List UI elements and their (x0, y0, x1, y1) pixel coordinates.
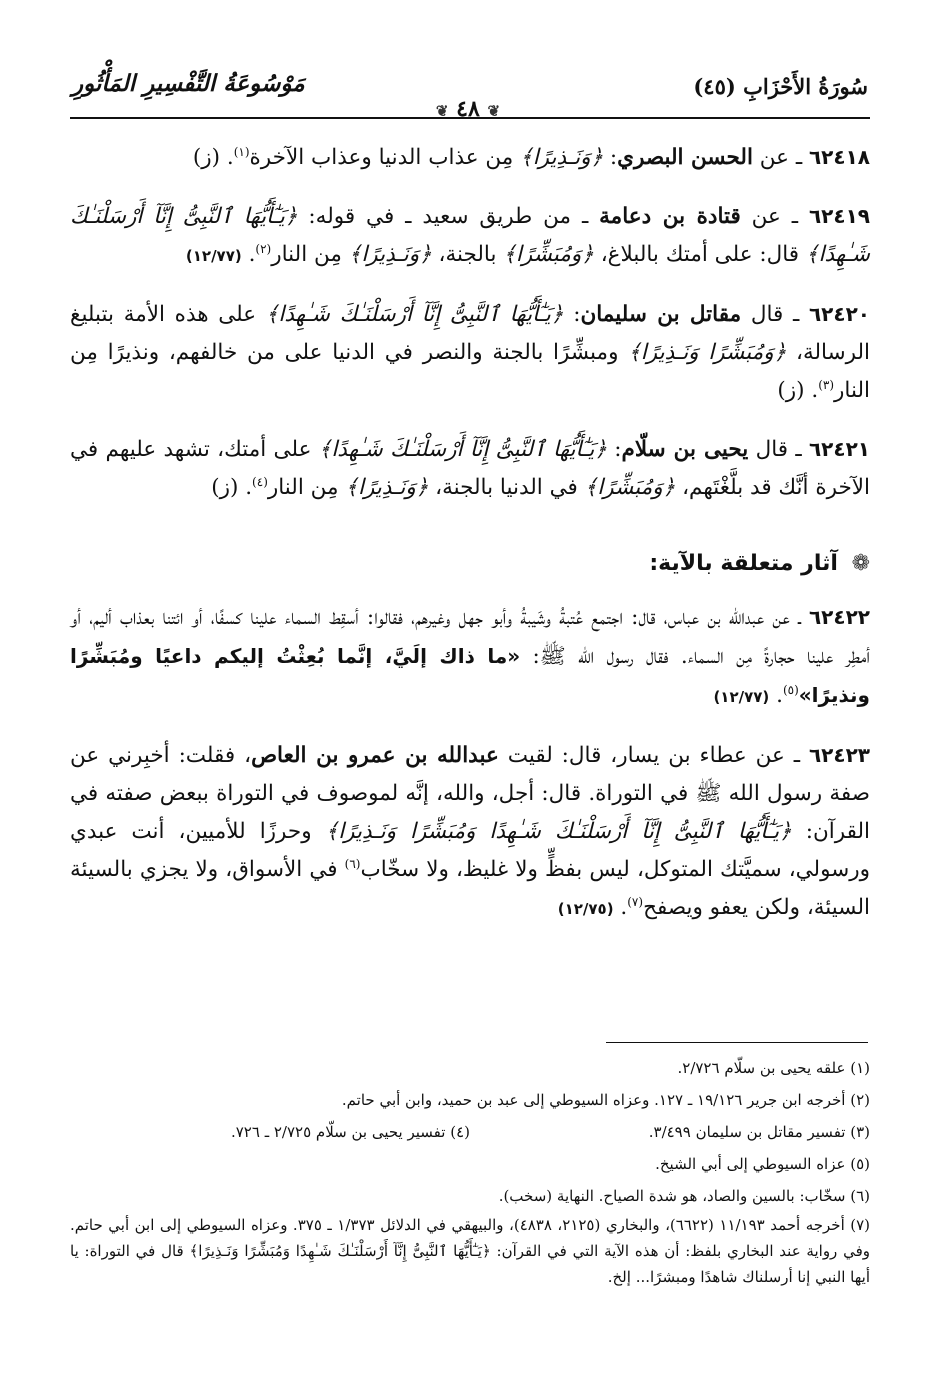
footnote-3: (٣) تفسير مقاتل بن سليمان ٣/٤٩٩. (648, 1123, 870, 1141)
athar-paragraph (70, 295, 870, 410)
footnote-5: (٥) عزاه السيوطي إلى أبي الشيخ. (655, 1155, 870, 1173)
footnote-marker[interactable]: (٣) (818, 377, 835, 392)
footnotes (70, 1052, 870, 1290)
athar-number: ٦٢٤١٨ (808, 145, 870, 169)
quran-quote: ﴿وَنَـذِيرًا﴾ (520, 145, 604, 170)
athar-text: مِن عذاب الدنيا وعذاب الآخرة (249, 145, 521, 170)
athar-text: في الدنيا بالجنة، (428, 475, 585, 500)
footnote-marker[interactable]: (٢) (255, 241, 272, 256)
narrator-name: عبدالله بن عمرو بن العاص (251, 743, 499, 768)
athar-text: . (613, 895, 628, 920)
athar-text: مِن النار (267, 475, 346, 500)
athar-text: ـ عن (740, 204, 809, 229)
athar-paragraph (70, 197, 870, 275)
athar-paragraph (70, 598, 870, 716)
surah-header: سُورَةُ الأَحْزَابِ (٤٥) (693, 74, 868, 99)
volume-reference: (١٢/٧٧) (713, 688, 770, 706)
footnote-row-3-4 (70, 1116, 870, 1148)
footnote-marker[interactable]: (١) (233, 144, 250, 159)
athar-text: . (ز) (211, 475, 253, 500)
athar-text: ـ عن عطاء بن يسار، قال: لقيت (498, 743, 809, 768)
volume-reference: (١٢/٧٧) (185, 247, 242, 265)
footnote-4: (٤) تفسير يحيى بن سلّام ٢/٧٢٥ ـ ٧٢٦. (230, 1123, 470, 1141)
quran-quote: ﴿يَـٰٓأَيُّهَا ٱلنَّبِىُّ إِنَّآ أَرْسَلْنَـٰكَ شَـٰهِدًا﴾ (265, 302, 564, 327)
athar-number: ٦٢٤٢١ (808, 437, 871, 461)
athar-text: . (ز) (777, 378, 819, 403)
footnote-marker[interactable]: (٦) (344, 856, 361, 871)
footnote-marker[interactable]: (٧) (627, 894, 644, 909)
main-content (70, 138, 870, 948)
quran-quote: ﴿يَـٰٓأَيُّهَا ٱلنَّبِىُّ إِنَّآ أَرْسَلْنَـٰكَ شَـٰهِدًا﴾ (70, 204, 870, 267)
quran-quote: ﴿يَـٰٓأَيُّهَا ٱلنَّبِىُّ إِنَّآ أَرْسَلْنَـٰكَ شَـٰهِدًا﴾ (318, 437, 607, 462)
athar-number: ٦٢٤٢٠ (808, 302, 871, 326)
ornament-icon: ❦ (435, 102, 449, 120)
header-rule (70, 117, 870, 119)
narrator-name: مقاتل بن سليمان (580, 302, 742, 327)
athar-text: : (606, 437, 622, 462)
narrator-name: يحيى بن سلّام (621, 437, 749, 462)
athar-text: على هذه الأمة بتبليغ الرسالة، (70, 302, 871, 365)
footnote-1: (١) علقه يحيى بن سلّام ٢/٧٢٦. (677, 1059, 870, 1077)
quran-quote: ﴿وَنَـذِيرًا﴾ (345, 475, 429, 500)
footnote-2: (٢) أخرجه ابن جرير ١٩/١٢٦ ـ ١٢٧. وعزاه السيوطي إلى عبد بن حميد، وابن أبي حاتم. (341, 1091, 870, 1109)
section-title (70, 551, 870, 576)
athar-text: ومبشِّرًا بالجنة والنصر في الدنيا على من خالفهم، ونذيرًا مِن النار (70, 340, 870, 403)
hadith-quote: «ما ذاك إلَيَّ، إنَّما بُعِثْتُ إليكم داعيًا ومُبَشِّرًا ونذيرًا» (70, 644, 870, 707)
section-title-text: آثار متعلقة بالآية: (649, 551, 838, 576)
athar-text: ـ من طريق سعيد ـ في قوله: (297, 204, 600, 229)
athar-text: : (563, 302, 581, 327)
quran-quote: ﴿يَـٰٓأَيُّهَا ٱلنَّبِىُّ إِنَّآ أَرْسَلْنَـٰكَ شَـٰهِدًا وَمُبَشِّرًا وَنَـذِيرًا﴾ (325, 819, 792, 844)
quran-quote: ﴿وَمُبَشِّرًا﴾ (584, 475, 676, 500)
athar-text: ـ قال (748, 437, 809, 462)
footnote-6: (٦) سخّاب: بالسين والصاد، هو شدة الصياح. النهاية (سخب). (498, 1187, 870, 1205)
athar-number: ٦٢٤٢٢ (808, 605, 870, 629)
athar-text: . (ز) (192, 145, 234, 170)
quran-quote: ﴿وَمُبَشِّرًا وَنَـذِيرًا﴾ (628, 340, 787, 365)
quran-quote: ﴿وَمُبَشِّرًا﴾ (503, 242, 594, 267)
athar-text: : (603, 145, 618, 170)
quran-quote: ﴿وَنَـذِيرًا﴾ (348, 242, 432, 267)
athar-text: بالجنة، (431, 242, 504, 267)
athar-text: في الأسواق، ولا يجزي بالسيئة السيئة، ولكن يعفو ويصفح (70, 857, 870, 920)
narrator-name: الحسن البصري (617, 145, 753, 170)
footnote-rule (606, 1042, 868, 1043)
athar-number: ٦٢٤٢٣ (808, 743, 870, 767)
athar-text: ـ قال (741, 302, 809, 327)
page-number-text: ٤٨ (456, 96, 480, 122)
flower-icon: ❁ (851, 551, 870, 576)
athar-text: . (769, 683, 783, 708)
athar-text: ـ عن عبدالله بن عباس، قال: اجتمع عُتبةُ وشَيبةُ وأبو جهل وغيرهم، فقالوا: أسقِط السماء علينا كسفًا، أو ائتنا بعذاب أليم، أو أمطِر علينا حجارةً مِن السماء. فقال رسول الله ﷺ: (70, 605, 870, 669)
ornament-icon: ❦ (487, 102, 501, 120)
book-title-header: مَوْسُوعَةُ التَّفْسِيرِ المَأْثُورِ (72, 70, 305, 97)
volume-reference: (١٢/٧٥) (557, 900, 614, 918)
athar-text: وحرزًا للأميين، أنت عبدي ورسولي، سميَّتك المتوكل، ليس بفظٍّ ولا غليظ، ولا سخّاب (70, 819, 870, 882)
athar-text: ـ عن (752, 145, 809, 170)
footnote-marker[interactable]: (٤) (252, 474, 268, 489)
athar-paragraph (70, 736, 870, 928)
athar-group-tafsir (70, 138, 870, 507)
athar-group-related (70, 598, 870, 928)
athar-number: ٦٢٤١٩ (808, 204, 871, 228)
athar-text: قال: على أمتك بالبلاغ، (593, 242, 806, 267)
athar-text: على أمتك، تشهد عليهم في الآخرة أنَّك قد بلَّغْتَهم، (70, 437, 870, 500)
footnote-marker[interactable]: (٥) (782, 682, 799, 697)
athar-text: . (241, 242, 256, 267)
footnote-7: (٧) أخرجه أحمد ١١/١٩٣ (٦٦٢٢)، والبخاري (٢١٢٥، ٤٨٣٨)، والبيهقي في الدلائل ١/٣٧٣ ـ ٣٧٥. وعزاه السيوطي إلى ابن أبي حاتم. وفي رواية عند البخاري بلفظ: أن هذه الآية التي في القرآن: ﴿يَـٰٓأَيُّهَا ٱلنَّبِىُّ إِنَّآ أَرْسَلْنَـٰكَ شَـٰهِدًا وَمُبَشِّرًا وَنَـذِيرًا﴾ قال في التوراة: يا أيها النبي إنا أرسلناك شاهدًا ومبشرًا... إلخ. (70, 1216, 871, 1286)
athar-text: مِن النار (271, 242, 349, 267)
athar-paragraph (70, 138, 870, 177)
narrator-name: قتادة بن دعامة (599, 204, 741, 229)
athar-text: ، فقلت: أخبِرني عن صفة رسول الله ﷺ في التوراة. قال: أجل، والله، إنَّه لموصوف في التوراة ببعض صفته في القرآن: (70, 743, 870, 844)
athar-paragraph (70, 430, 870, 507)
